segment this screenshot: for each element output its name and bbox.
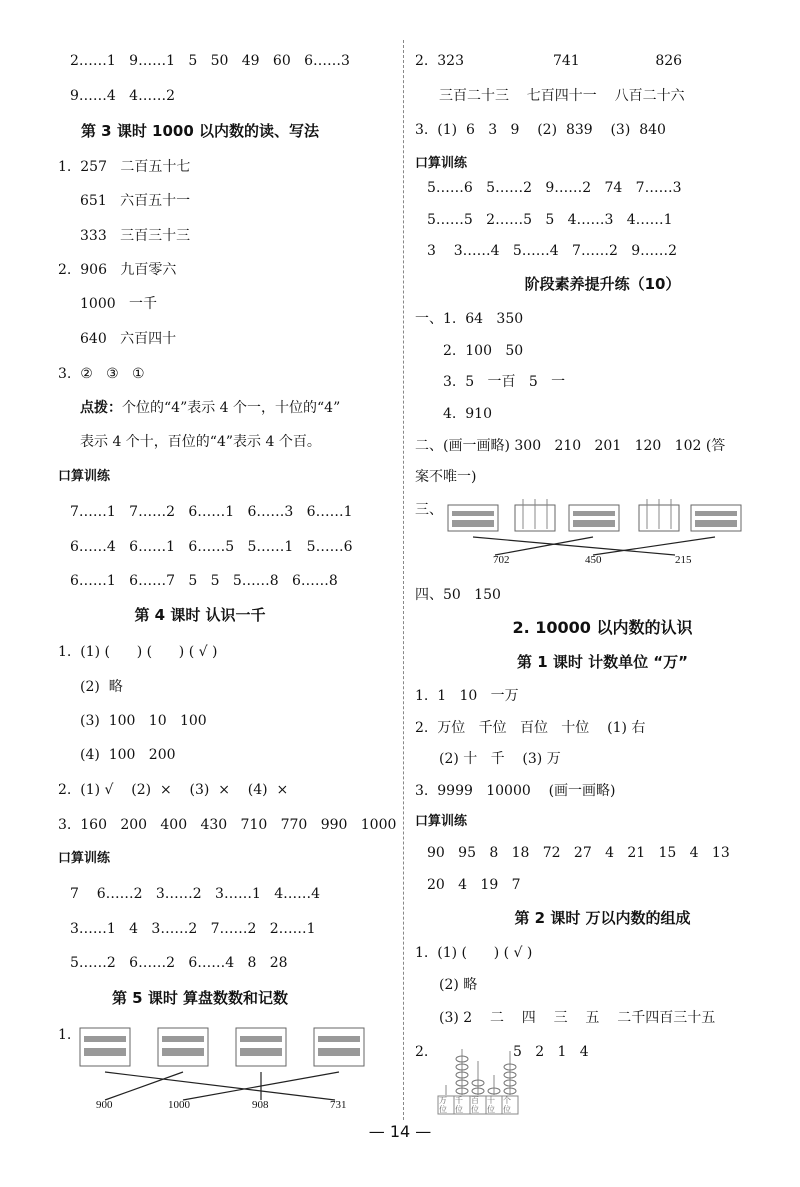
- answer-line: 四、50 150: [415, 587, 501, 603]
- lesson-heading: 第 2 课时 万以内数的组成: [514, 909, 691, 927]
- section-title: 口算训练: [415, 814, 468, 829]
- lesson-heading: 阶段素养提升练（10）: [524, 275, 681, 293]
- abacus-label: 1000: [168, 1099, 190, 1111]
- abacus-label: 908: [252, 1099, 269, 1111]
- answer-line: (4) 100 200: [80, 747, 176, 763]
- answer-line: 6……1 6……7 5 5 5……8 6……8: [70, 573, 338, 589]
- answer-line: 一、1. 64 350: [415, 311, 524, 327]
- answer-line: 2……1 9……1 5 50 49 60 6……3: [70, 53, 350, 69]
- answer-line: 案不唯一): [415, 469, 477, 485]
- page-number: — 14 —: [368, 1122, 432, 1141]
- answer-line: (3) 2 二 四 三 五 二千四百三十五: [439, 1010, 716, 1026]
- answer-line: 640 六百四十: [80, 331, 177, 347]
- abacus-label: 215: [675, 554, 692, 566]
- section-title: 口算训练: [415, 156, 468, 171]
- answer-line: 1000 一千: [80, 296, 157, 312]
- answer-line: 2. 100 50: [443, 343, 524, 359]
- answer-line: 5……2 6……2 6……4 8 28: [70, 955, 288, 971]
- answer-line: 9……4 4……2: [70, 88, 175, 104]
- abacus-label: 702: [493, 554, 510, 566]
- tip-line: [80, 398, 340, 418]
- tip-label: 点拨：: [80, 400, 122, 416]
- answer-line: 2.: [415, 1044, 429, 1060]
- answer-line: 1. (1) ( ) ( ) ( √ ): [58, 644, 218, 660]
- unit-heading: 2. 10000 以内数的认识: [512, 618, 693, 637]
- place-label: 十位: [487, 1096, 495, 1114]
- answer-line: 3. ② ③ ①: [58, 366, 145, 382]
- answer-line: 1. 257 二百五十七: [58, 159, 191, 175]
- answer-line: 3. 9999 10000 (画一画略): [415, 783, 616, 799]
- answer-line: 20 4 19 7: [427, 877, 521, 893]
- answer-line: 3……1 4 3……2 7……2 2……1: [70, 921, 316, 937]
- answer-line: 2. 906 九百零六: [58, 262, 177, 278]
- answer-line: 2. 323 741 826: [415, 53, 683, 69]
- answer-line: 333 三百三十三: [80, 228, 191, 244]
- answer-line: (2) 十 千 (3) 万: [439, 751, 561, 767]
- answer-line: 2. (1) √ (2) × (3) × (4) ×: [58, 782, 289, 798]
- answer-line: 90 95 8 18 72 27 4 21 15 4 13: [427, 845, 730, 861]
- section-title: 口算训练: [58, 851, 111, 866]
- answer-line: 3. 160 200 400 430 710 770 990 1000: [58, 817, 397, 833]
- answer-line: 5……6 5……2 9……2 74 7……3: [427, 180, 682, 196]
- tip-text: 个位的“4”表示 4 个一，十位的“4”: [122, 400, 341, 416]
- answer-line: 7……1 7……2 6……1 6……3 6……1: [70, 504, 353, 520]
- section-title: 口算训练: [58, 469, 111, 484]
- place-label: 百位: [471, 1096, 479, 1114]
- answer-line: 3. (1) 6 3 9 (2) 839 (3) 840: [415, 122, 666, 138]
- answer-line: (2) 略: [439, 977, 478, 993]
- place-label: 千位: [455, 1096, 463, 1114]
- lesson-heading: 第 4 课时 认识一千: [134, 606, 266, 624]
- answer-line: 3. 5 一百 5 一: [443, 374, 566, 390]
- place-label: 万位: [439, 1096, 447, 1114]
- answer-line: 6……4 6……1 6……5 5……1 5……6: [70, 539, 353, 555]
- abacus-label: 731: [330, 1099, 347, 1111]
- lesson-heading: 第 5 课时 算盘数数和记数: [111, 989, 289, 1007]
- answer-line: 1.: [58, 1027, 72, 1043]
- answer-line: 5 2 1 4: [513, 1044, 589, 1060]
- column-divider: [403, 40, 404, 1120]
- place-label: 个位: [503, 1096, 511, 1114]
- answer-line: 2. 万位 千位 百位 十位 (1) 右: [415, 720, 646, 736]
- lesson-heading: 第 3 课时 1000 以内数的读、写法: [80, 122, 320, 140]
- lesson-heading: 第 1 课时 计数单位 “万”: [516, 653, 689, 671]
- answer-line: 651 六百五十一: [80, 193, 191, 209]
- answer-line: 1. 1 10 一万: [415, 688, 519, 704]
- answer-line: 4. 910: [443, 406, 492, 422]
- answer-line: 5……5 2……5 5 4……3 4……1: [427, 212, 673, 228]
- answer-line: 三、: [415, 502, 443, 518]
- answer-line: 7 6……2 3……2 3……1 4……4: [70, 886, 321, 902]
- answer-line: 3 3……4 5……4 7……2 9……2: [427, 243, 678, 259]
- answer-line: (2) 略: [80, 679, 123, 695]
- answer-line: 三百二十三 七百四十一 八百二十六: [439, 88, 685, 104]
- abacus-label: 450: [585, 554, 602, 566]
- answer-line: 1. (1) ( ) ( √ ): [415, 945, 533, 961]
- abacus-label: 900: [96, 1099, 113, 1111]
- answer-line: 二、(画一画略) 300 210 201 120 102 (答: [415, 438, 726, 454]
- tip-line: 表示 4 个十，百位的“4”表示 4 个百。: [80, 434, 321, 450]
- answer-line: (3) 100 10 100: [80, 713, 207, 729]
